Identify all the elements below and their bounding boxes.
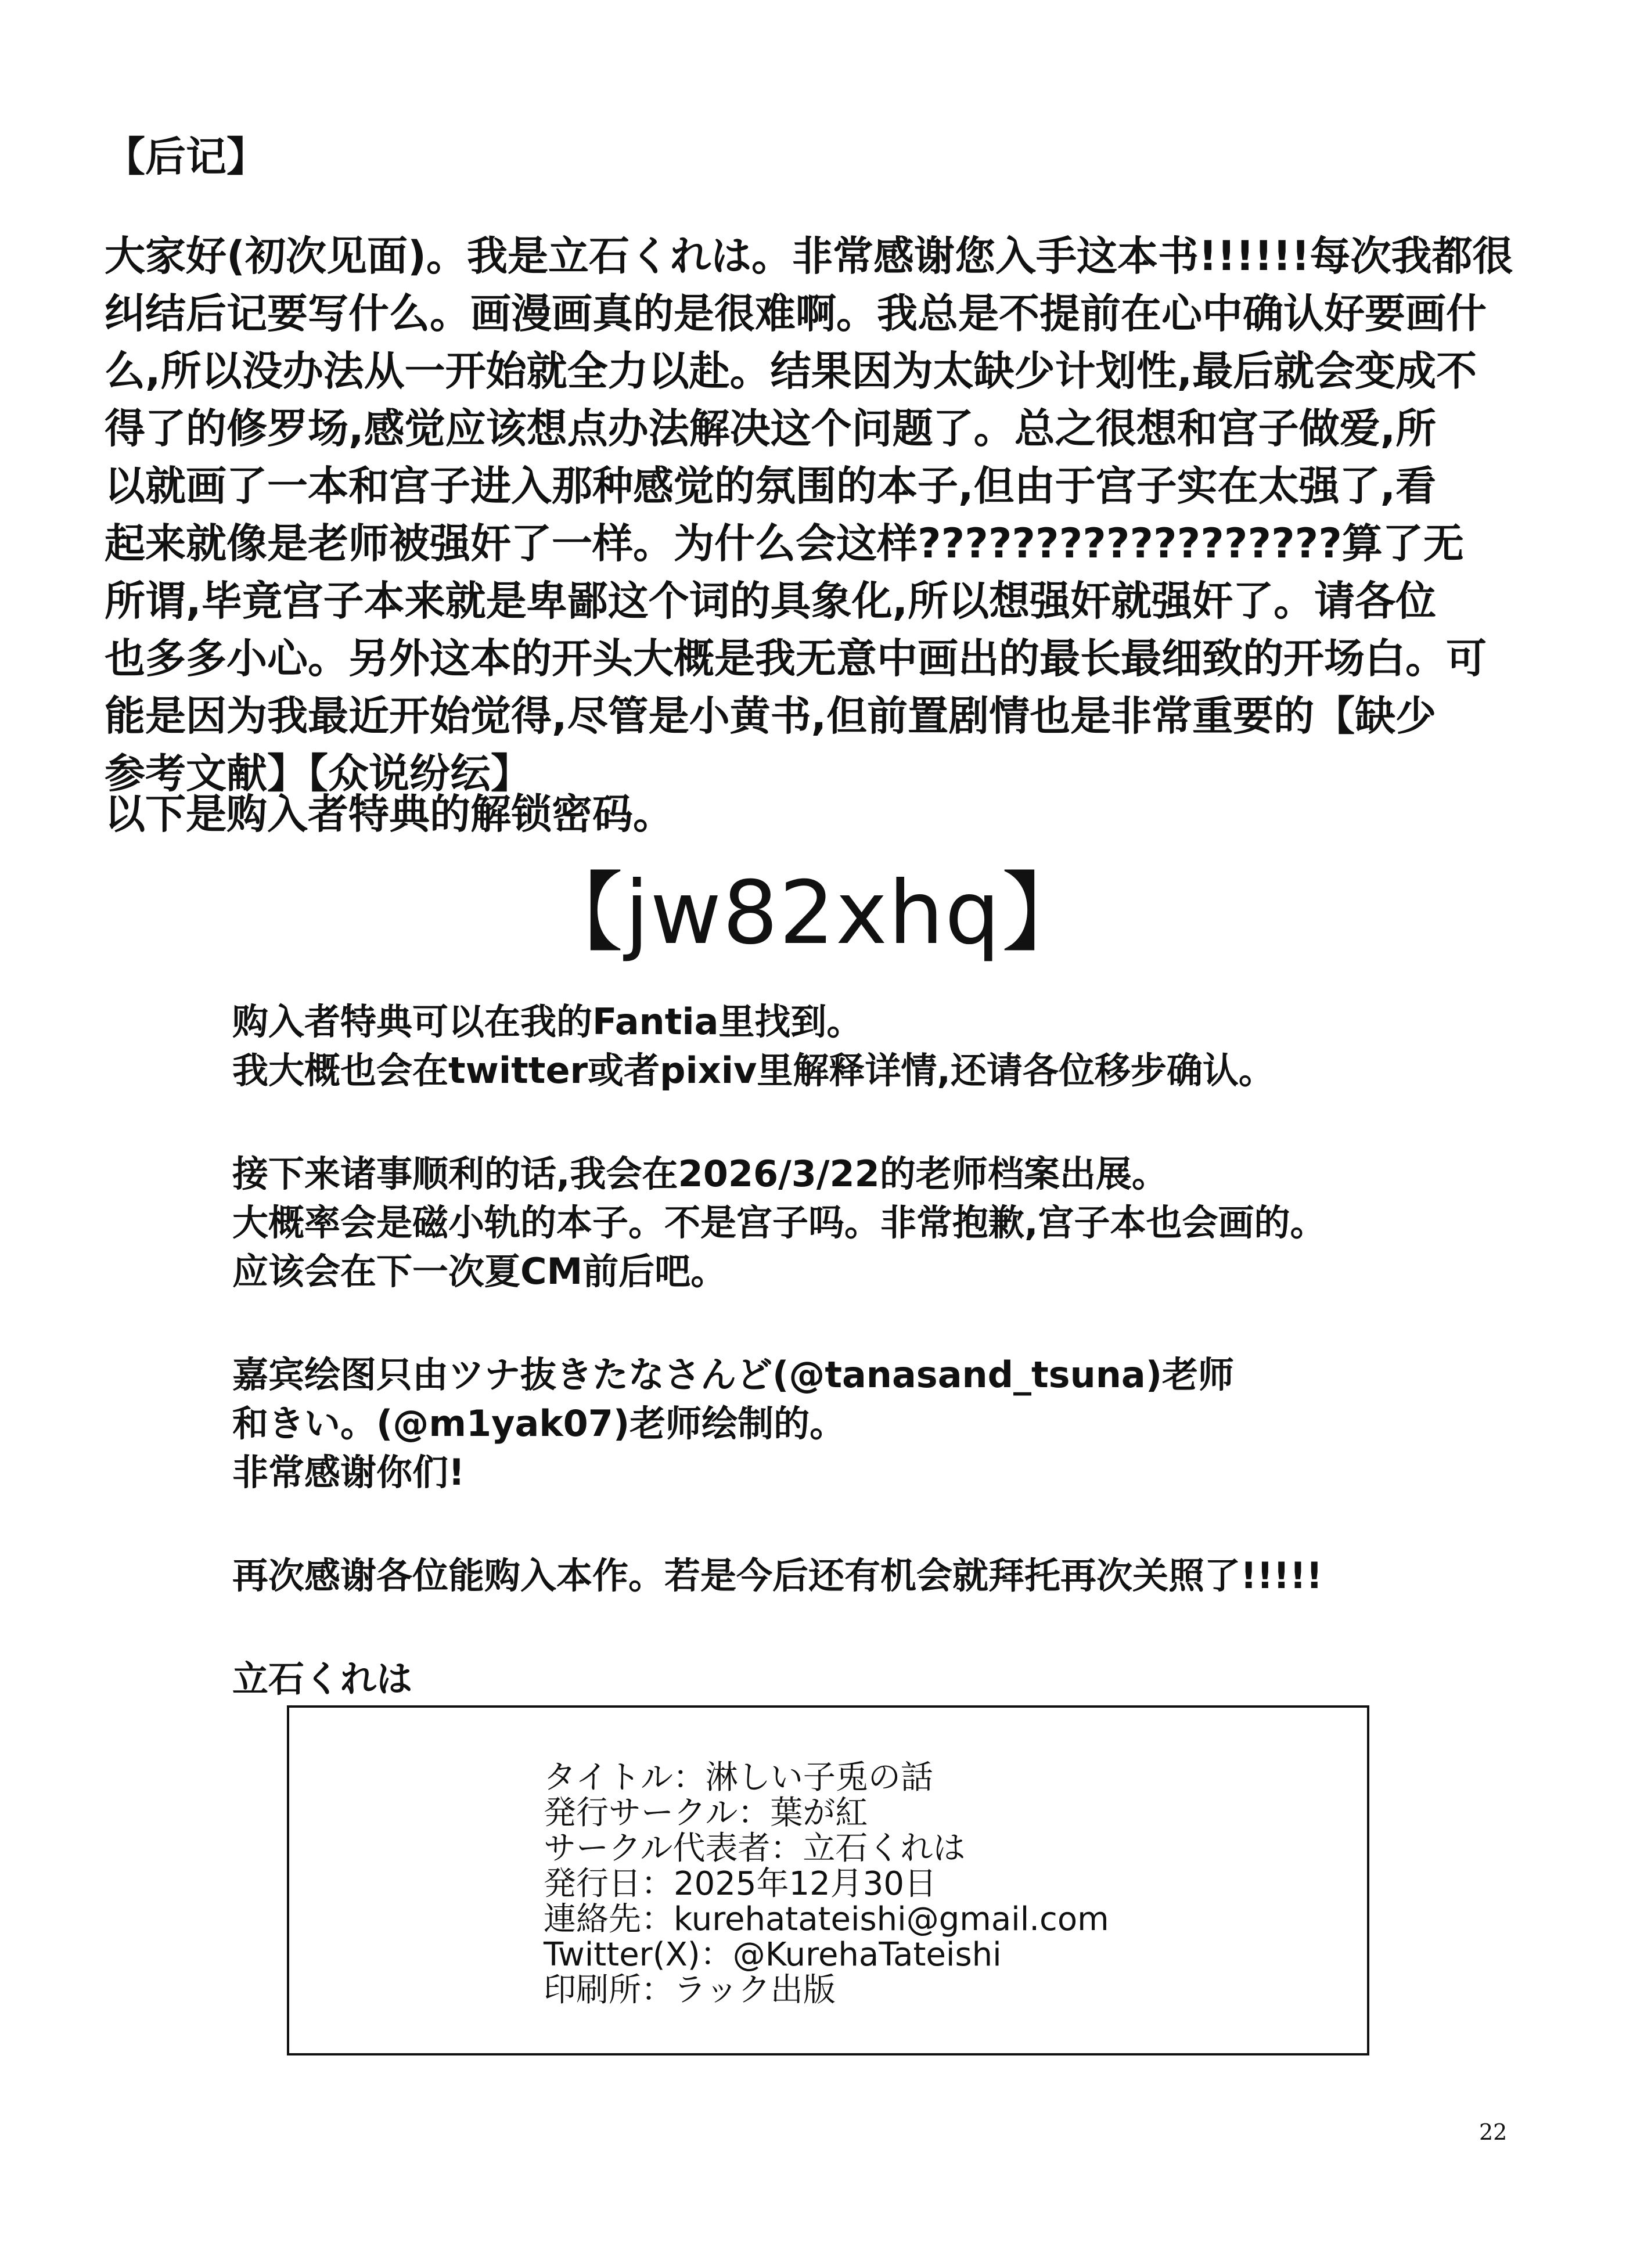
- note-line: 我大概也会在twitter或者pixiv里解释详情,还请各位移步确认。: [232, 1049, 1275, 1092]
- afterword-line: 所谓,毕竟宫子本来就是卑鄙这个词的具象化,所以想强奸就强奸了。请各位: [105, 577, 1437, 625]
- afterword-line: 能是因为我最近开始觉得,尽管是小黄书,但前置剧情也是非常重要的【缺少: [105, 692, 1437, 740]
- colophon-list: [544, 1760, 1109, 2008]
- afterword-line: 纠结后记要写什么。画漫画真的是很难啊。我总是不提前在心中确认好要画什: [105, 290, 1487, 337]
- colophon-twitter: Twitter(X)：@KurehaTateishi: [544, 1936, 1002, 1974]
- afterword-line: 也多多小心。另外这本的开头大概是我无意中画出的最长最细致的开场白。可: [105, 635, 1487, 682]
- afterword-line: 么,所以没办法从一开始就全力以赴。结果因为太缺少计划性,最后就会变成不: [105, 347, 1477, 395]
- colophon-representative: サークル代表者：立石くれは: [544, 1830, 966, 1867]
- note-line: 立石くれは: [232, 1658, 413, 1700]
- colophon-contact: 連絡先：kurehatateishi@gmail.com: [544, 1900, 1109, 1938]
- afterword-line: 以就画了一本和宫子进入那种感觉的氛围的本子,但由于宫子实在太强了,看: [105, 462, 1437, 510]
- page-number: 22: [1479, 2119, 1508, 2145]
- colophon-date: 発行日：2025年12月30日: [544, 1865, 937, 1903]
- afterword-line: 起来就像是老师被强奸了一样。为什么会这样??????????????????算了无: [105, 520, 1464, 567]
- colophon-box: [287, 1705, 1369, 2055]
- note-paragraph-bonus: [232, 998, 1510, 1095]
- note-line: 非常感谢你们!: [232, 1451, 465, 1493]
- note-line: 嘉宾绘图只由ツナ抜きたなさんど(@tanasand_tsuna)老师: [232, 1353, 1235, 1396]
- note-line: 大概率会是磁小轨的本子。不是宫子吗。非常抱歉,宫子本也会画的。: [232, 1201, 1326, 1244]
- author-signature: [232, 1655, 1510, 1704]
- note-paragraph-thanks: [232, 1551, 1510, 1600]
- note-line: 购入者特典可以在我的Fantia里找到。: [232, 1000, 863, 1043]
- unlock-code: 【jw82xhq】: [536, 863, 1090, 964]
- colophon-printer: 印刷所：ラック出版: [544, 1971, 836, 2009]
- unlock-intro: 以下是购入者特典的解锁密码。: [105, 790, 674, 838]
- note-line: 和きい。(@m1yak07)老师绘制的。: [232, 1402, 846, 1445]
- note-line: 应该会在下一次夏CM前后吧。: [232, 1250, 727, 1293]
- note-line: 接下来诸事顺利的话,我会在2026/3/22的老师档案出展。: [232, 1153, 1168, 1195]
- colophon-circle: 発行サークル：葉が紅: [544, 1794, 868, 1832]
- afterword-line: 得了的修罗场,感觉应该想点办法解决这个问题了。总之很想和宫子做爱,所: [105, 405, 1437, 452]
- afterword-line: 大家好(初次见面)。我是立石くれは。非常感谢您入手这本书!!!!!!每次我都很: [105, 232, 1513, 280]
- note-paragraph-next-event: [232, 1150, 1510, 1296]
- afterword-line: 参考文献】【众说纷纭】: [105, 750, 531, 797]
- colophon-title: タイトル：淋しい子兎の話: [544, 1759, 933, 1797]
- afterword-body: [105, 228, 1545, 802]
- note-line: 再次感谢各位能购入本作。若是今后还有机会就拜托再次关照了!!!!!: [232, 1554, 1323, 1597]
- afterword-heading: 【后记】: [105, 133, 267, 181]
- note-paragraph-guest-art: [232, 1351, 1510, 1497]
- notes-section: [232, 998, 1510, 1758]
